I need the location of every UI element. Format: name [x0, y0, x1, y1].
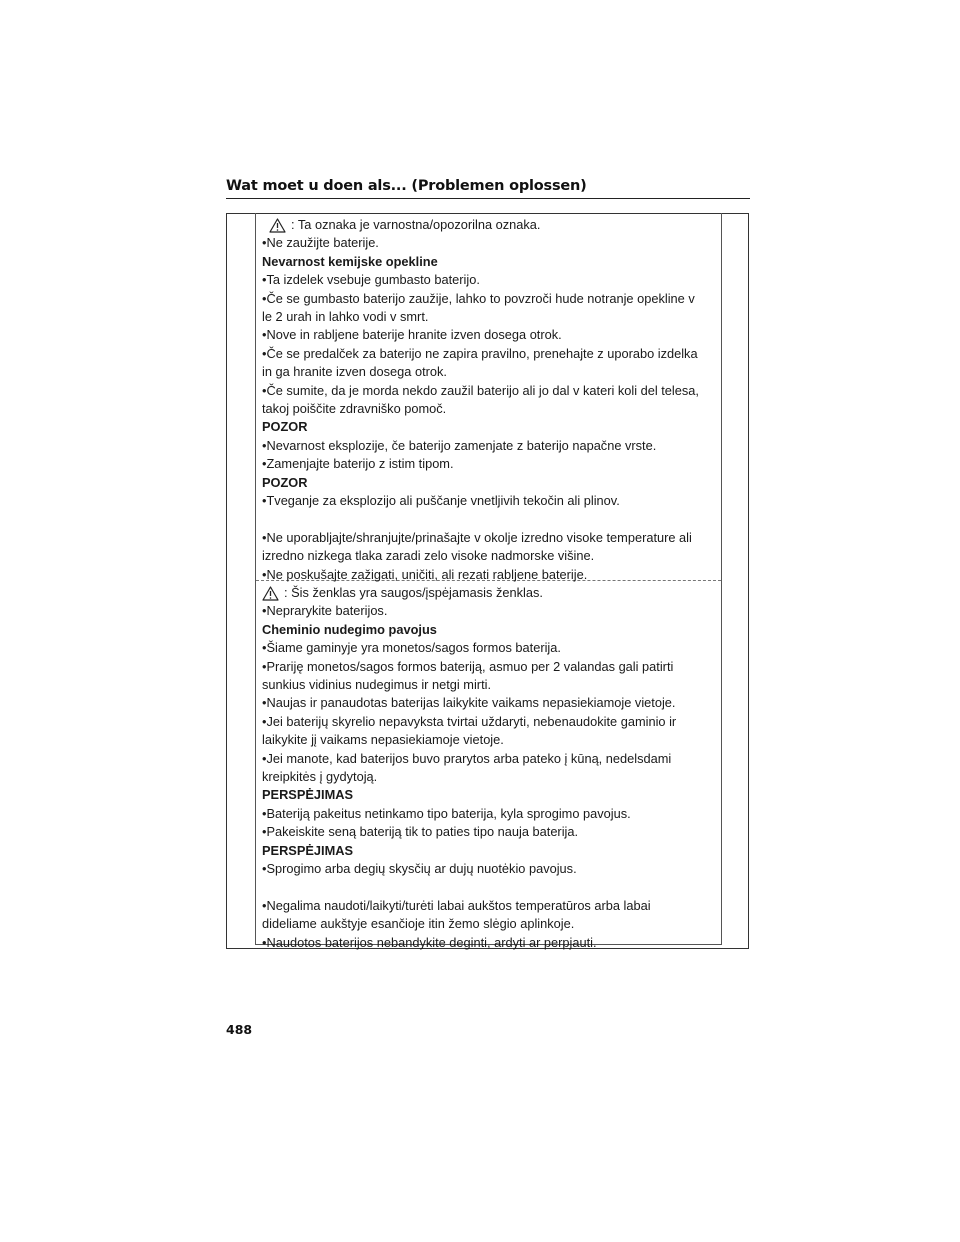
text-line: •Če se gumbasto baterijo zaužije, lahko to povzroči hude notranje opekline v — [262, 290, 695, 306]
text-line: •Ne poskušajte zažigati, uničiti, ali rezati rabljene baterije. — [262, 566, 588, 582]
section-heading: POZOR — [262, 474, 308, 490]
blank-line — [262, 511, 718, 529]
section-header: Wat moet u doen als... (Problemen oplossen) — [226, 178, 587, 194]
text-line: •Naujas ir panaudotas baterijas laikykite vaikams nepasiekiamoje vietoje. — [262, 695, 676, 711]
text-line: •Pakeiskite seną bateriją tik to paties tipo nauja baterija. — [262, 824, 579, 840]
text-line: •Nove in rabljene baterije hranite izven dosega otrok. — [262, 327, 562, 343]
warning-symbol-text: : Šis ženklas yra saugos/įspėjamasis ženklas. — [284, 585, 543, 600]
text-line: •Ne uporabljajte/shranjujte/prinašajte v okolje izredno visoke temperature ali — [262, 529, 692, 545]
warning-symbol-line — [262, 584, 718, 602]
warning-symbol-line — [262, 216, 718, 234]
text-line: sunkius vidinius nudegimus ir netgi mirti. — [262, 677, 492, 693]
text-line: •Bateriją pakeitus netinkamo tipo baterija, kyla sprogimo pavojus. — [262, 805, 631, 821]
text-line: •Ta izdelek vsebuje gumbasto baterijo. — [262, 272, 480, 288]
section-heading: POZOR — [262, 419, 308, 435]
text-line: •Zamenjajte baterijo z istim tipom. — [262, 456, 454, 472]
text-line: •Če sumite, da je morda nekdo zaužil baterijo ali jo dal v kateri koli del telesa, — [262, 382, 699, 398]
header-rule — [226, 198, 750, 199]
section-heading: PERSPĖJIMAS — [262, 842, 354, 858]
text-line: in ga hranite izven dosega otrok. — [262, 364, 447, 380]
text-line: laikykite jį vaikams nepasiekiamoje vietoje. — [262, 732, 504, 748]
text-line: •Sprogimo arba degių skysčių ar dujų nuotėkio pavojus. — [262, 861, 577, 877]
section-heading: PERSPĖJIMAS — [262, 787, 354, 803]
text-line: •Jei baterijų skyrelio nepavyksta tvirtai uždaryti, nebenaudokite gaminio ir — [262, 713, 677, 729]
text-line: •Ne zaužijte baterije. — [262, 235, 379, 251]
text-line: le 2 urah in lahko vodi v smrt. — [262, 309, 429, 325]
text-line: •Naudotos baterijos nebandykite deginti, ardyti ar perpjauti. — [262, 934, 597, 950]
warning-triangle-icon — [262, 586, 279, 601]
text-line: •Če se predalček za baterijo ne zapira pravilno, prenehajte z uporabo izdelka — [262, 345, 698, 361]
text-line: •Tveganje za eksplozijo ali puščanje vnetljivih tekočin ali plinov. — [262, 493, 620, 509]
text-line: izredno nizkega tlaka zaradi zelo visoke nadmorske višine. — [262, 548, 595, 564]
warning-symbol-text: : Ta oznaka je varnostna/opozorilna oznaka. — [291, 217, 541, 232]
text-line: •Šiame gaminyje yra monetos/sagos formos baterija. — [262, 640, 561, 656]
section-heading: Nevarnost kemijske opekline — [262, 253, 438, 269]
text-line: •Nevarnost eksplozije, če baterijo zamenjate z baterijo napačne vrste. — [262, 437, 657, 453]
text-line: kreipkitės į gydytoją. — [262, 769, 378, 785]
warning-section-slovenian — [262, 216, 718, 584]
blank-line — [262, 879, 718, 897]
warning-section-lithuanian — [262, 584, 718, 952]
warning-triangle-icon — [269, 218, 286, 233]
text-line: dideliame aukštyje esančioje itin žemo slėgio aplinkoje. — [262, 916, 575, 932]
text-line: takoj poiščite zdravniško pomoč. — [262, 401, 447, 417]
text-line: •Prariję monetos/sagos formos bateriją, asmuo per 2 valandas gali patirti — [262, 658, 674, 674]
text-line: •Neprarykite baterijos. — [262, 603, 388, 619]
page-number: 488 — [226, 1022, 253, 1037]
text-line: •Negalima naudoti/laikyti/turėti labai aukštos temperatūros arba labai — [262, 897, 651, 913]
section-heading: Cheminio nudegimo pavojus — [262, 621, 437, 637]
text-line: •Jei manote, kad baterijos buvo prarytos arba pateko į kūną, nedelsdami — [262, 750, 672, 766]
